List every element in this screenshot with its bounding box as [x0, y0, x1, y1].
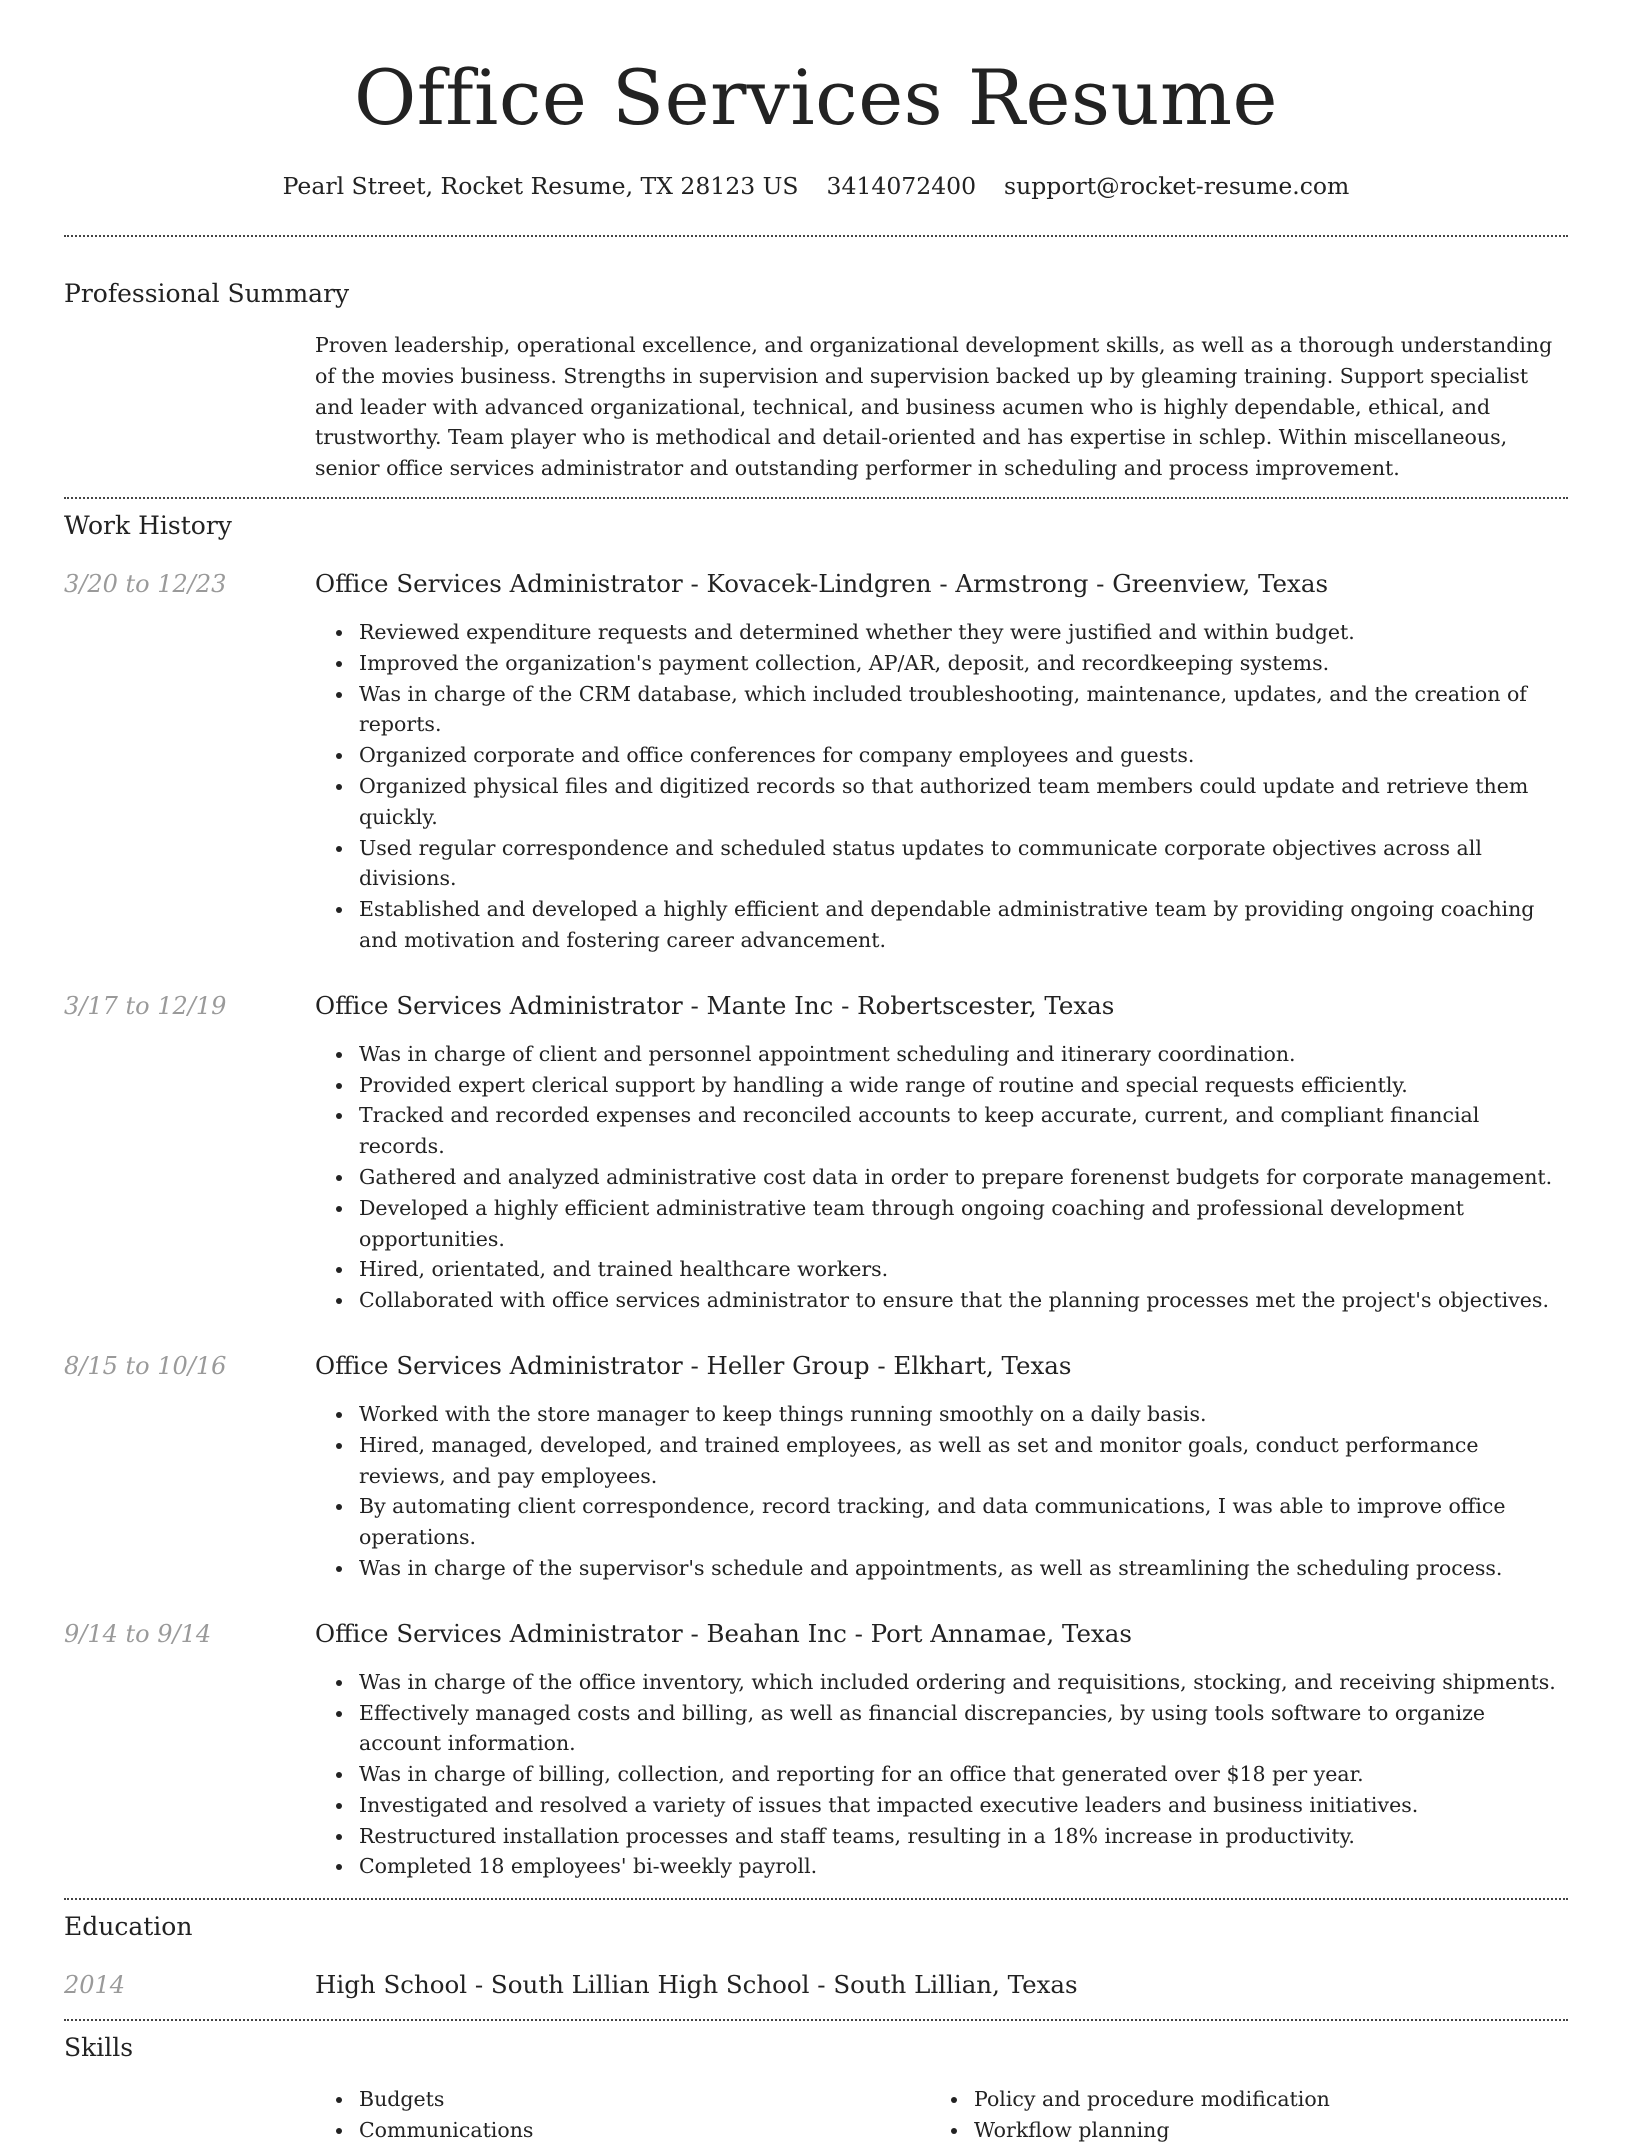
job-entry — [64, 990, 1568, 1316]
divider — [64, 235, 1568, 237]
divider — [64, 2019, 1568, 2021]
work-history-heading: Work History — [64, 510, 232, 540]
work-history-section — [64, 510, 1568, 1882]
job-bullet: Was in charge of the office inventory, which included ordering and requisitions, stocking, and receiving shipments. — [359, 1667, 1568, 1698]
education-year: 2014 — [64, 1971, 126, 2000]
skills-heading: Skills — [64, 2033, 134, 2063]
contact-email: support@rocket-resume.com — [1004, 172, 1350, 200]
job-bullet: Investigated and resolved a variety of issues that impacted executive leaders and business initiatives. — [359, 1790, 1568, 1821]
education-entry — [64, 1969, 1568, 2001]
job-bullet: Was in charge of billing, collection, and reporting for an office that generated over $18 per year. — [359, 1759, 1568, 1790]
job-dates: 8/15 to 10/16 — [64, 1351, 227, 1380]
job-dates: 3/17 to 12/19 — [64, 991, 227, 1020]
job-bullet: Established and developed a highly efficient and dependable administrative team by providing ongoing coaching and motivation and fostering career advancement. — [359, 894, 1568, 956]
job-bullets — [315, 617, 1568, 956]
skill-item: Policy and procedure modification — [974, 2084, 1545, 2115]
job-bullet: Reviewed expenditure requests and determined whether they were justified and within budget. — [359, 617, 1568, 648]
job-bullet: Effectively managed costs and billing, as well as financial discrepancies, by using tools software to organize account information. — [359, 1698, 1568, 1760]
skill-item: Workflow planning — [974, 2115, 1545, 2146]
job-bullets — [315, 1667, 1568, 1883]
job-bullet: Was in charge of client and personnel appointment scheduling and itinerary coordination. — [359, 1039, 1568, 1070]
education-heading: Education — [64, 1912, 193, 1942]
summary-heading: Professional Summary — [64, 279, 350, 308]
resume-page — [64, 0, 1568, 2146]
contact-address: Pearl Street, Rocket Resume, TX 28123 US — [282, 172, 799, 200]
job-bullet: Developed a highly efficient administrative team through ongoing coaching and professional development opportunities. — [359, 1193, 1568, 1255]
job-bullet: Improved the organization's payment collection, AP/AR, deposit, and recordkeeping systems. — [359, 648, 1568, 679]
job-bullet: Collaborated with office services administrator to ensure that the planning processes met the project's objectives. — [359, 1285, 1568, 1316]
skills-section — [64, 2032, 1568, 2146]
job-bullet: Organized physical files and digitized records so that authorized team members could update and retrieve them quickly. — [359, 771, 1568, 833]
resume-title: Office Services Resume — [353, 53, 1279, 142]
job-bullets — [315, 1399, 1568, 1584]
job-bullet: By automating client correspondence, record tracking, and data communications, I was able to improve office operations. — [359, 1491, 1568, 1553]
job-bullet: Restructured installation processes and staff teams, resulting in a 18% increase in productivity. — [359, 1821, 1568, 1852]
skills-list-right — [930, 2084, 1545, 2146]
contact-line — [64, 170, 1568, 202]
job-bullet: Was in charge of the CRM database, which included troubleshooting, maintenance, updates, and the creation of reports. — [359, 679, 1568, 741]
job-bullet: Used regular correspondence and scheduled status updates to communicate corporate objectives across all divisions. — [359, 833, 1568, 895]
education-title: High School - South Lillian High School - South Lillian, Texas — [315, 1970, 1078, 2000]
skills-list-left — [315, 2084, 930, 2146]
job-bullet: Worked with the store manager to keep things running smoothly on a daily basis. — [359, 1399, 1568, 1430]
job-bullets — [315, 1039, 1568, 1316]
skills-grid — [315, 2084, 1568, 2146]
job-title: Office Services Administrator - Beahan Inc - Port Annamae, Texas — [315, 1618, 1132, 1648]
job-bullet: Was in charge of the supervisor's schedule and appointments, as well as streamlining the scheduling process. — [359, 1553, 1568, 1584]
job-entry — [64, 1350, 1568, 1584]
job-dates: 3/20 to 12/23 — [64, 569, 227, 598]
job-bullet: Tracked and recorded expenses and reconciled accounts to keep accurate, current, and compliant financial records. — [359, 1100, 1568, 1162]
summary-text: Proven leadership, operational excellence, and organizational development skills, as well as a thorough understanding of the movies business. Strengths in supervision and supervision backed up by gleaming training. Support specialist and leader with advanced organizational, technical, and business acumen who is highly dependable, ethical, and trustworthy. Team player who is methodical and detail-oriented and has expertise in schlep. Within miscellaneous, senior office services administrator and outstanding performer in scheduling and process improvement. — [315, 333, 1553, 481]
summary-section — [64, 278, 1568, 484]
contact-phone: 3414072400 — [826, 172, 977, 200]
skill-item: Budgets — [359, 2084, 930, 2115]
job-bullet: Gathered and analyzed administrative cost data in order to prepare forenenst budgets for corporate management. — [359, 1162, 1568, 1193]
divider — [64, 1898, 1568, 1900]
job-entry — [64, 1618, 1568, 1883]
divider — [64, 497, 1568, 499]
job-dates: 9/14 to 9/14 — [64, 1619, 212, 1648]
job-entry — [64, 568, 1568, 956]
job-bullet: Completed 18 employees' bi-weekly payroll. — [359, 1851, 1568, 1882]
education-section — [64, 1911, 1568, 2001]
skill-item: Communications — [359, 2115, 930, 2146]
job-title: Office Services Administrator - Mante Inc - Robertscester, Texas — [315, 990, 1115, 1020]
job-title: Office Services Administrator - Heller Group - Elkhart, Texas — [315, 1350, 1072, 1380]
job-title: Office Services Administrator - Kovacek-Lindgren - Armstrong - Greenview, Texas — [315, 568, 1329, 598]
job-bullet: Provided expert clerical support by handling a wide range of routine and special requests efficiently. — [359, 1070, 1568, 1101]
job-bullet: Hired, orientated, and trained healthcare workers. — [359, 1254, 1568, 1285]
job-bullet: Organized corporate and office conferences for company employees and guests. — [359, 740, 1568, 771]
job-bullet: Hired, managed, developed, and trained employees, as well as set and monitor goals, conduct performance reviews, and pay employees. — [359, 1430, 1568, 1492]
